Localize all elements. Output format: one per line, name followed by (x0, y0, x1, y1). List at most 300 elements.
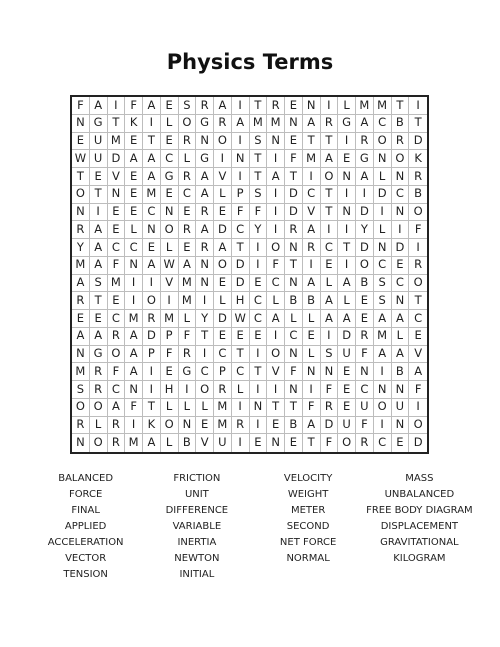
grid-letter[interactable]: N (303, 363, 321, 381)
grid-letter[interactable]: L (161, 239, 179, 257)
grid-letter[interactable]: R (179, 168, 197, 186)
grid-letter[interactable]: P (214, 363, 232, 381)
grid-letter[interactable]: C (108, 381, 126, 399)
grid-letter[interactable]: A (321, 150, 339, 168)
grid-letter[interactable]: F (285, 363, 303, 381)
grid-letter[interactable]: P (143, 346, 161, 364)
grid-letter[interactable]: R (196, 239, 214, 257)
grid-letter[interactable]: T (232, 239, 250, 257)
grid-letter[interactable]: D (413, 435, 423, 450)
grid-letter[interactable]: H (161, 381, 179, 399)
grid-letter[interactable]: E (250, 275, 268, 293)
grid-letter[interactable]: M (125, 310, 143, 328)
grid-letter[interactable]: I (250, 381, 268, 399)
grid-letter[interactable]: U (90, 133, 108, 151)
grid-letter[interactable]: A (356, 115, 374, 133)
grid-letter[interactable]: N (338, 168, 356, 186)
grid-letter[interactable]: A (90, 257, 108, 275)
grid-letter[interactable]: E (214, 204, 232, 222)
grid-letter[interactable]: V (267, 363, 285, 381)
grid-letter[interactable]: R (321, 399, 339, 417)
grid-letter[interactable]: O (392, 150, 410, 168)
grid-letter[interactable]: U (338, 346, 356, 364)
grid-letter[interactable]: U (356, 399, 374, 417)
grid-letter[interactable]: D (356, 204, 374, 222)
grid-letter[interactable]: F (321, 434, 339, 452)
grid-letter[interactable]: N (250, 399, 268, 417)
grid-letter[interactable]: M (214, 417, 232, 435)
grid-letter[interactable]: I (267, 150, 285, 168)
grid-letter[interactable]: A (143, 97, 161, 115)
grid-letter[interactable]: N (267, 434, 285, 452)
grid-letter[interactable]: I (374, 417, 392, 435)
grid-letter[interactable]: B (392, 115, 410, 133)
grid-letter[interactable]: S (321, 346, 339, 364)
grid-letter[interactable]: L (321, 275, 339, 293)
grid-letter[interactable]: M (161, 310, 179, 328)
grid-letter[interactable]: I (232, 168, 250, 186)
grid-letter[interactable]: E (285, 133, 303, 151)
grid-letter[interactable]: E (72, 310, 90, 328)
grid-letter[interactable]: I (303, 257, 321, 275)
grid-letter[interactable]: E (267, 417, 285, 435)
grid-letter[interactable]: G (196, 115, 214, 133)
grid-letter[interactable]: B (285, 292, 303, 310)
grid-letter[interactable]: C (374, 257, 392, 275)
grid-letter[interactable]: I (303, 168, 321, 186)
grid-letter[interactable]: C (356, 381, 374, 399)
grid-letter[interactable]: N (392, 381, 410, 399)
grid-letter[interactable]: A (303, 275, 321, 293)
grid-letter[interactable]: I (409, 239, 427, 257)
grid-letter[interactable]: C (161, 150, 179, 168)
grid-letter[interactable]: O (356, 257, 374, 275)
grid-letter[interactable]: I (108, 97, 126, 115)
grid-letter[interactable]: E (321, 257, 339, 275)
grid-letter[interactable]: T (409, 292, 427, 310)
grid-letter[interactable]: E (392, 257, 410, 275)
grid-letter[interactable]: E (179, 204, 197, 222)
grid-letter[interactable]: N (338, 204, 356, 222)
grid-letter[interactable]: R (72, 292, 90, 310)
grid-letter[interactable]: I (409, 97, 427, 115)
grid-letter[interactable]: T (321, 186, 339, 204)
grid-letter[interactable]: F (125, 399, 143, 417)
grid-letter[interactable]: V (409, 346, 427, 364)
grid-letter[interactable]: T (90, 292, 108, 310)
grid-letter[interactable]: A (196, 186, 214, 204)
grid-letter[interactable]: F (356, 417, 374, 435)
grid-letter[interactable]: T (321, 204, 339, 222)
grid-letter[interactable]: N (108, 186, 126, 204)
grid-letter[interactable]: I (232, 133, 250, 151)
grid-letter[interactable]: C (392, 186, 410, 204)
grid-letter[interactable]: A (214, 239, 232, 257)
grid-letter[interactable]: C (250, 310, 268, 328)
grid-letter[interactable]: R (214, 381, 232, 399)
grid-letter[interactable]: A (321, 310, 339, 328)
grid-letter[interactable]: I (392, 221, 410, 239)
grid-letter[interactable]: D (338, 328, 356, 346)
grid-letter[interactable]: A (374, 310, 392, 328)
grid-letter[interactable]: O (321, 168, 339, 186)
grid-letter[interactable]: D (143, 328, 161, 346)
grid-letter[interactable]: B (409, 186, 427, 204)
grid-letter[interactable]: E (125, 204, 143, 222)
grid-letter[interactable]: T (285, 168, 303, 186)
grid-letter[interactable]: M (72, 257, 90, 275)
grid-letter[interactable]: L (179, 310, 197, 328)
grid-letter[interactable]: I (143, 363, 161, 381)
grid-letter[interactable]: T (196, 328, 214, 346)
grid-letter[interactable]: R (356, 434, 374, 452)
grid-letter[interactable]: O (409, 275, 427, 293)
grid-letter[interactable]: V (108, 168, 126, 186)
grid-letter[interactable]: V (196, 434, 214, 452)
grid-letter[interactable]: E (338, 399, 356, 417)
grid-letter[interactable]: I (409, 399, 427, 417)
grid-letter[interactable]: D (232, 257, 250, 275)
grid-letter[interactable]: F (72, 97, 90, 115)
grid-letter[interactable]: O (338, 434, 356, 452)
grid-letter[interactable]: A (125, 150, 143, 168)
grid-letter[interactable]: E (125, 133, 143, 151)
grid-letter[interactable]: E (285, 97, 303, 115)
grid-letter[interactable]: F (161, 346, 179, 364)
grid-letter[interactable]: F (250, 204, 268, 222)
grid-letter[interactable]: I (250, 417, 268, 435)
grid-letter[interactable]: T (267, 399, 285, 417)
grid-letter[interactable]: E (338, 150, 356, 168)
grid-letter[interactable]: E (214, 328, 232, 346)
grid-letter[interactable]: A (303, 221, 321, 239)
grid-letter[interactable]: I (125, 275, 143, 293)
grid-letter[interactable]: S (72, 381, 90, 399)
grid-letter[interactable]: D (214, 221, 232, 239)
grid-letter[interactable]: K (409, 150, 427, 168)
grid-letter[interactable]: O (90, 434, 108, 452)
grid-letter[interactable]: N (161, 204, 179, 222)
grid-letter[interactable]: C (125, 239, 143, 257)
grid-letter[interactable]: O (214, 133, 232, 151)
grid-letter[interactable]: E (161, 186, 179, 204)
grid-letter[interactable]: M (267, 115, 285, 133)
grid-letter[interactable]: U (214, 434, 232, 452)
grid-letter[interactable]: D (108, 150, 126, 168)
grid-letter[interactable]: L (90, 417, 108, 435)
grid-letter[interactable]: I (267, 381, 285, 399)
grid-letter[interactable]: I (232, 399, 250, 417)
grid-letter[interactable]: I (267, 204, 285, 222)
grid-letter[interactable]: N (321, 363, 339, 381)
grid-letter[interactable]: I (250, 257, 268, 275)
grid-letter[interactable]: E (125, 186, 143, 204)
grid-letter[interactable]: I (232, 97, 250, 115)
grid-letter[interactable]: I (321, 97, 339, 115)
grid-letter[interactable]: M (214, 399, 232, 417)
grid-letter[interactable]: N (392, 292, 410, 310)
grid-letter[interactable]: I (321, 221, 339, 239)
grid-letter[interactable]: L (338, 97, 356, 115)
grid-letter[interactable]: B (179, 434, 197, 452)
grid-letter[interactable]: Y (72, 239, 90, 257)
grid-letter[interactable]: T (392, 97, 410, 115)
grid-letter[interactable]: A (196, 168, 214, 186)
grid-letter[interactable]: M (108, 275, 126, 293)
grid-letter[interactable]: A (374, 346, 392, 364)
grid-letter[interactable]: R (143, 310, 161, 328)
grid-letter[interactable]: A (214, 97, 232, 115)
grid-letter[interactable]: K (143, 417, 161, 435)
grid-letter[interactable]: R (108, 417, 126, 435)
grid-letter[interactable]: N (374, 381, 392, 399)
grid-letter[interactable]: A (125, 363, 143, 381)
grid-letter[interactable]: L (232, 381, 250, 399)
grid-letter[interactable]: N (143, 221, 161, 239)
grid-letter[interactable]: N (285, 346, 303, 364)
grid-letter[interactable]: C (232, 363, 250, 381)
grid-letter[interactable]: R (90, 381, 108, 399)
grid-letter[interactable]: L (161, 399, 179, 417)
grid-letter[interactable]: E (285, 434, 303, 452)
grid-letter[interactable]: Y (250, 221, 268, 239)
grid-letter[interactable]: E (409, 328, 427, 346)
grid-letter[interactable]: N (232, 150, 250, 168)
grid-letter[interactable]: N (356, 363, 374, 381)
grid-letter[interactable]: A (90, 239, 108, 257)
grid-letter[interactable]: A (338, 275, 356, 293)
grid-letter[interactable]: F (321, 381, 339, 399)
grid-letter[interactable]: M (356, 97, 374, 115)
grid-letter[interactable]: R (303, 239, 321, 257)
grid-letter[interactable]: D (232, 275, 250, 293)
grid-letter[interactable]: H (232, 292, 250, 310)
grid-letter[interactable]: F (108, 363, 126, 381)
grid-letter[interactable]: E (179, 239, 197, 257)
grid-letter[interactable]: C (267, 275, 285, 293)
grid-letter[interactable]: E (125, 168, 143, 186)
grid-letter[interactable]: T (250, 168, 268, 186)
grid-letter[interactable]: I (267, 221, 285, 239)
grid-letter[interactable]: C (409, 310, 427, 328)
grid-letter[interactable]: R (179, 133, 197, 151)
grid-letter[interactable]: V (161, 275, 179, 293)
grid-letter[interactable]: N (285, 275, 303, 293)
grid-letter[interactable]: L (392, 328, 410, 346)
grid-letter[interactable]: R (179, 346, 197, 364)
grid-letter[interactable]: P (232, 186, 250, 204)
grid-letter[interactable]: R (356, 328, 374, 346)
grid-letter[interactable]: E (338, 363, 356, 381)
grid-letter[interactable]: O (161, 221, 179, 239)
grid-letter[interactable]: G (90, 115, 108, 133)
grid-letter[interactable]: W (72, 150, 90, 168)
grid-letter[interactable]: I (90, 204, 108, 222)
grid-letter[interactable]: A (303, 115, 321, 133)
grid-letter[interactable]: R (72, 221, 90, 239)
grid-letter[interactable]: B (356, 275, 374, 293)
grid-letter[interactable]: N (392, 168, 410, 186)
grid-letter[interactable]: C (321, 239, 339, 257)
grid-letter[interactable]: D (392, 239, 410, 257)
grid-letter[interactable]: I (338, 133, 356, 151)
grid-letter[interactable]: O (267, 239, 285, 257)
grid-letter[interactable]: C (392, 275, 410, 293)
grid-letter[interactable]: N (72, 115, 90, 133)
grid-letter[interactable]: E (108, 292, 126, 310)
grid-letter[interactable]: N (72, 346, 90, 364)
grid-letter[interactable]: W (232, 310, 250, 328)
grid-letter[interactable]: C (285, 328, 303, 346)
grid-letter[interactable]: O (90, 399, 108, 417)
grid-letter[interactable]: A (143, 257, 161, 275)
grid-letter[interactable]: M (374, 328, 392, 346)
grid-letter[interactable]: Y (356, 221, 374, 239)
grid-letter[interactable]: O (143, 292, 161, 310)
grid-letter[interactable]: C (374, 434, 392, 452)
grid-letter[interactable]: C (108, 239, 126, 257)
grid-letter[interactable]: R (321, 115, 339, 133)
grid-letter[interactable]: U (392, 399, 410, 417)
grid-letter[interactable]: S (374, 292, 392, 310)
grid-letter[interactable]: G (338, 115, 356, 133)
grid-letter[interactable]: F (356, 346, 374, 364)
grid-letter[interactable]: L (161, 115, 179, 133)
grid-letter[interactable]: L (374, 168, 392, 186)
grid-letter[interactable]: L (214, 292, 232, 310)
grid-letter[interactable]: G (179, 363, 197, 381)
grid-letter[interactable]: P (161, 328, 179, 346)
grid-letter[interactable]: R (214, 115, 232, 133)
grid-letter[interactable]: B (285, 417, 303, 435)
grid-letter[interactable]: T (232, 346, 250, 364)
grid-letter[interactable]: O (179, 115, 197, 133)
grid-letter[interactable]: C (179, 186, 197, 204)
grid-letter[interactable]: I (250, 346, 268, 364)
grid-letter[interactable]: R (267, 97, 285, 115)
grid-letter[interactable]: C (374, 115, 392, 133)
grid-letter[interactable]: C (232, 221, 250, 239)
grid-letter[interactable]: A (356, 168, 374, 186)
grid-letter[interactable]: V (303, 204, 321, 222)
grid-letter[interactable]: L (196, 399, 214, 417)
grid-letter[interactable]: F (409, 381, 427, 399)
grid-letter[interactable]: C (108, 310, 126, 328)
grid-letter[interactable]: N (285, 115, 303, 133)
grid-letter[interactable]: I (196, 292, 214, 310)
grid-letter[interactable]: D (285, 186, 303, 204)
grid-letter[interactable]: R (232, 417, 250, 435)
grid-letter[interactable]: A (392, 346, 410, 364)
grid-letter[interactable]: A (321, 292, 339, 310)
grid-letter[interactable]: W (161, 257, 179, 275)
grid-letter[interactable]: A (72, 275, 90, 293)
grid-letter[interactable]: K (125, 115, 143, 133)
grid-letter[interactable]: N (374, 150, 392, 168)
grid-letter[interactable]: L (285, 310, 303, 328)
grid-letter[interactable]: N (196, 133, 214, 151)
grid-letter[interactable]: A (267, 168, 285, 186)
grid-letter[interactable]: R (108, 328, 126, 346)
grid-letter[interactable]: O (374, 133, 392, 151)
grid-letter[interactable]: L (179, 150, 197, 168)
grid-letter[interactable]: E (90, 310, 108, 328)
grid-letter[interactable]: T (250, 363, 268, 381)
grid-letter[interactable]: M (303, 150, 321, 168)
grid-letter[interactable]: T (285, 399, 303, 417)
grid-letter[interactable]: L (303, 310, 321, 328)
grid-letter[interactable]: I (161, 292, 179, 310)
grid-letter[interactable]: T (285, 257, 303, 275)
grid-letter[interactable]: D (214, 310, 232, 328)
grid-letter[interactable]: O (409, 204, 427, 222)
grid-letter[interactable]: N (125, 257, 143, 275)
grid-letter[interactable]: I (356, 186, 374, 204)
grid-letter[interactable]: L (214, 186, 232, 204)
grid-letter[interactable]: F (125, 97, 143, 115)
grid-letter[interactable]: R (108, 434, 126, 452)
grid-letter[interactable]: I (267, 328, 285, 346)
grid-letter[interactable]: A (90, 97, 108, 115)
grid-letter[interactable]: N (392, 204, 410, 222)
grid-letter[interactable]: E (356, 292, 374, 310)
grid-letter[interactable]: I (179, 381, 197, 399)
grid-letter[interactable]: I (250, 239, 268, 257)
grid-letter[interactable]: E (161, 97, 179, 115)
grid-letter[interactable]: R (72, 417, 90, 435)
grid-letter[interactable]: R (285, 221, 303, 239)
grid-letter[interactable]: E (232, 328, 250, 346)
grid-letter[interactable]: N (285, 381, 303, 399)
grid-letter[interactable]: E (196, 417, 214, 435)
grid-letter[interactable]: V (214, 168, 232, 186)
grid-letter[interactable]: A (179, 257, 197, 275)
grid-letter[interactable]: I (214, 150, 232, 168)
grid-letter[interactable]: I (321, 328, 339, 346)
grid-letter[interactable]: N (196, 275, 214, 293)
grid-letter[interactable]: E (303, 328, 321, 346)
grid-letter[interactable]: E (90, 168, 108, 186)
grid-letter[interactable]: T (321, 133, 339, 151)
grid-letter[interactable]: C (303, 186, 321, 204)
grid-letter[interactable]: F (108, 257, 126, 275)
grid-letter[interactable]: T (250, 97, 268, 115)
grid-letter[interactable]: G (356, 150, 374, 168)
grid-letter[interactable]: I (196, 346, 214, 364)
grid-letter[interactable]: T (409, 115, 427, 133)
grid-letter[interactable]: A (143, 168, 161, 186)
grid-letter[interactable]: U (90, 150, 108, 168)
grid-letter[interactable]: T (338, 239, 356, 257)
grid-letter[interactable]: A (409, 363, 427, 381)
grid-letter[interactable]: A (143, 150, 161, 168)
grid-letter[interactable]: A (143, 434, 161, 452)
grid-letter[interactable]: G (90, 346, 108, 364)
grid-letter[interactable]: S (250, 186, 268, 204)
grid-letter[interactable]: I (143, 115, 161, 133)
grid-letter[interactable]: I (374, 204, 392, 222)
grid-letter[interactable]: I (125, 292, 143, 310)
grid-letter[interactable]: F (267, 257, 285, 275)
grid-letter[interactable]: R (356, 133, 374, 151)
grid-letter[interactable]: O (409, 417, 427, 435)
grid-letter[interactable]: L (303, 346, 321, 364)
grid-letter[interactable]: A (267, 310, 285, 328)
grid-letter[interactable]: I (303, 381, 321, 399)
grid-letter[interactable]: I (338, 186, 356, 204)
grid-letter[interactable]: E (108, 221, 126, 239)
grid-letter[interactable]: O (108, 346, 126, 364)
